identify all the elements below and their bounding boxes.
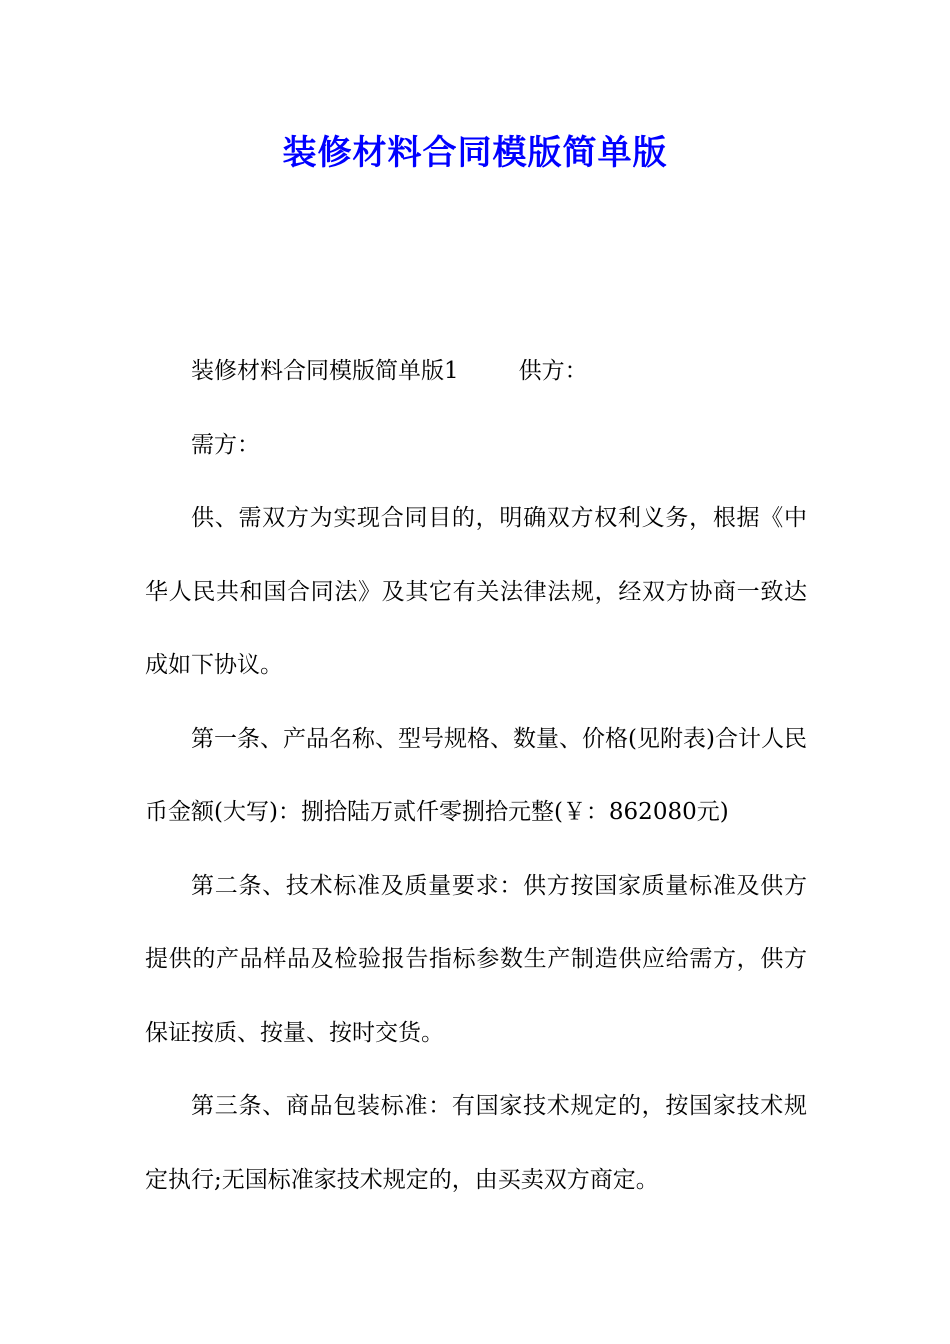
paragraph-article-3: 第三条、商品包装标准：有国家技术规定的，按国家技术规定执行;无国标准家技术规定的，由买卖双方商定。 [145,1093,807,1193]
supplier-label: 供方： [518,358,588,384]
paragraph-article-2: 第二条、技术标准及质量要求：供方按国家质量标准及供方提供的产品样品及检验报告指标参数生产制造供应给需方，供方保证按质、按量、按时交货。 [145,872,807,1046]
header-line [145,335,807,409]
document-title: 装修材料合同模版简单版 [282,133,668,173]
paragraph-article-1: 第一条、产品名称、型号规格、数量、价格(见附表)合计人民币金额(大写)：捌拾陆万贰仟零捌拾元整(￥：862080元) [145,725,807,825]
document-body [145,335,807,1217]
contract-subtitle: 装修材料合同模版简单版1 [191,358,459,384]
buyer-label: 需方： [191,431,260,458]
buyer-line [145,409,807,483]
paragraph-intro: 供、需双方为实现合同目的，明确双方权利义务，根据《中华人民共和国合同法》及其它有关法律法规，经双方协商一致达成如下协议。 [145,505,807,678]
